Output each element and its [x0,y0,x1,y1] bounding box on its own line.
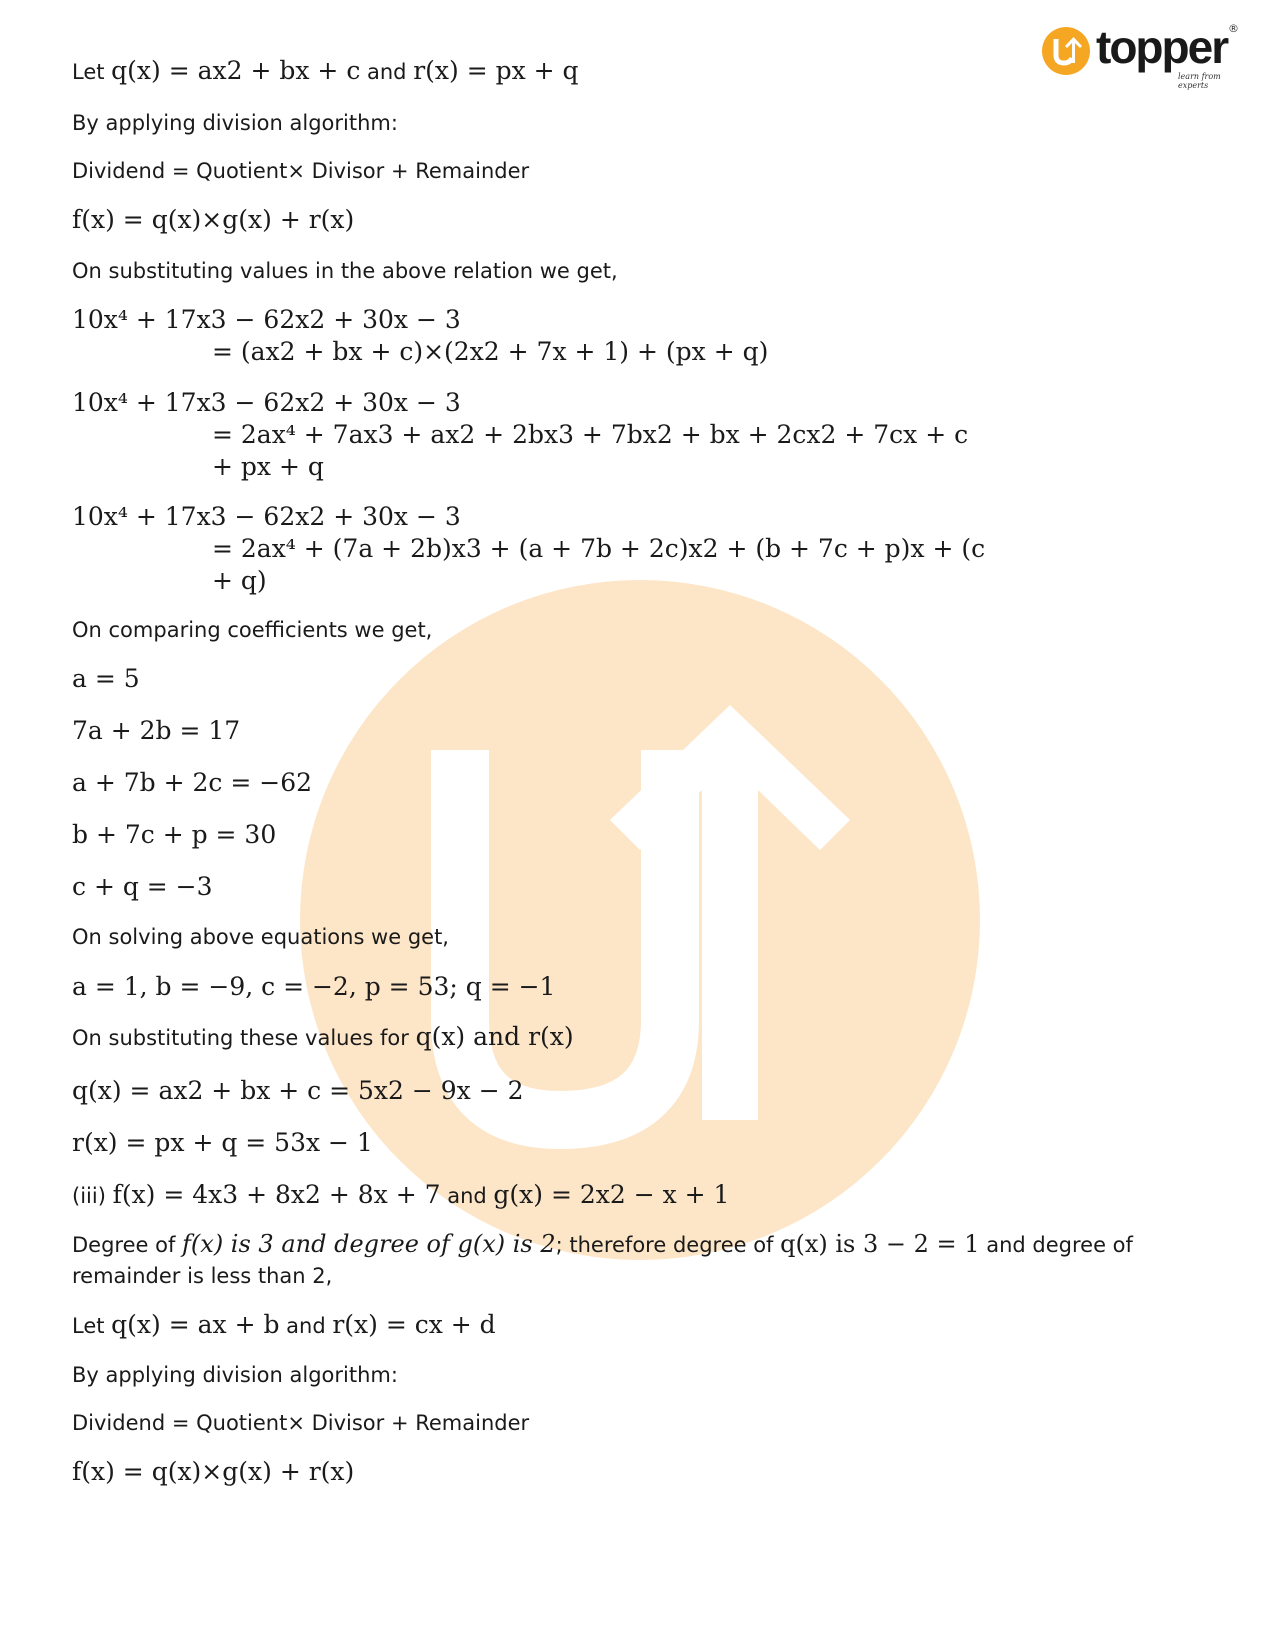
equation-line: a = 5 [72,664,140,693]
equation-line: + px + q [212,452,324,481]
line: By applying division algorithm: [72,111,398,135]
line [72,1310,496,1339]
equation-line: f(x) = q(x)×g(x) + r(x) [72,205,355,234]
equation-line: q(x) = ax2 + bx + c = 5x2 − 9x − 2 [72,1076,524,1105]
equation-line: c + q = −3 [72,872,213,901]
line: By applying division algorithm: [72,1363,398,1387]
equation-line: = 2ax⁴ + (7a + 2b)x3 + (a + 7b + 2c)x2 + (b + 7c + p)x + (c [212,534,986,563]
equation: q(x) = ax + b [111,1310,280,1339]
equation-line: 10x⁴ + 17x3 − 62x2 + 30x − 3 [72,388,461,417]
equation-line: b + 7c + p = 30 [72,820,277,849]
equation: r(x) = cx + d [332,1310,496,1339]
equation: q(x) and r(x) [415,1022,574,1051]
text: Let [72,60,112,84]
equation-line: a = 1, b = −9, c = −2, p = 53; q = −1 [72,972,556,1001]
text: and [360,60,414,84]
equation-line: 10x⁴ + 17x3 − 62x2 + 30x − 3 [72,502,461,531]
equation-line: 10x⁴ + 17x3 − 62x2 + 30x − 3 [72,305,461,334]
equation-line: f(x) = q(x)×g(x) + r(x) [72,1457,355,1486]
text: Degree of [72,1233,183,1257]
equation: q(x) is 3 − 2 = 1 [780,1230,980,1258]
equation-line: a + 7b + 2c = −62 [72,768,313,797]
equation: f(x) = 4x3 + 8x2 + 8x + 7 [112,1180,441,1209]
text: On substituting these values for [72,1026,416,1050]
line: On solving above equations we get, [72,925,449,949]
equation: g(x) = 2x2 − x + 1 [493,1180,730,1209]
line [72,1022,574,1051]
text: and [440,1184,494,1208]
text: ; therefore degree of [555,1233,781,1257]
text: (iii) [72,1184,113,1208]
equation: q(x) = ax2 + bx + c [111,56,361,85]
equation-line: 7a + 2b = 17 [72,716,241,745]
brand-wordmark: topper [1096,21,1228,73]
line: remainder is less than 2, [72,1264,333,1288]
line: On comparing coefficients we get, [72,618,433,642]
text: and degree of [979,1233,1133,1257]
text: and [279,1314,333,1338]
brand-tagline: learn from experts [1178,72,1221,90]
line: On substituting values in the above relation we get, [72,259,618,283]
equation-line: = 2ax⁴ + 7ax3 + ax2 + 2bx3 + 7bx2 + bx + 2cx2 + 7cx + c [212,420,969,449]
brand-logo [1042,21,1242,90]
line: Dividend = Quotient× Divisor + Remainder [72,159,530,183]
registered-mark: ® [1228,22,1239,35]
equation: f(x) is 3 and degree of g(x) is 2 [182,1230,556,1258]
equation: r(x) = px + q [413,56,579,85]
line [72,1230,1133,1258]
line [72,1180,729,1209]
brand-mark-icon [1042,27,1090,75]
text: Let [72,1314,112,1338]
line: Dividend = Quotient× Divisor + Remainder [72,1411,530,1435]
watermark-logo [300,580,980,1260]
equation-line: + q) [212,566,267,595]
line [72,56,579,85]
equation-line: = (ax2 + bx + c)×(2x2 + 7x + 1) + (px + q) [212,337,769,366]
equation-line: r(x) = px + q = 53x − 1 [72,1128,373,1157]
